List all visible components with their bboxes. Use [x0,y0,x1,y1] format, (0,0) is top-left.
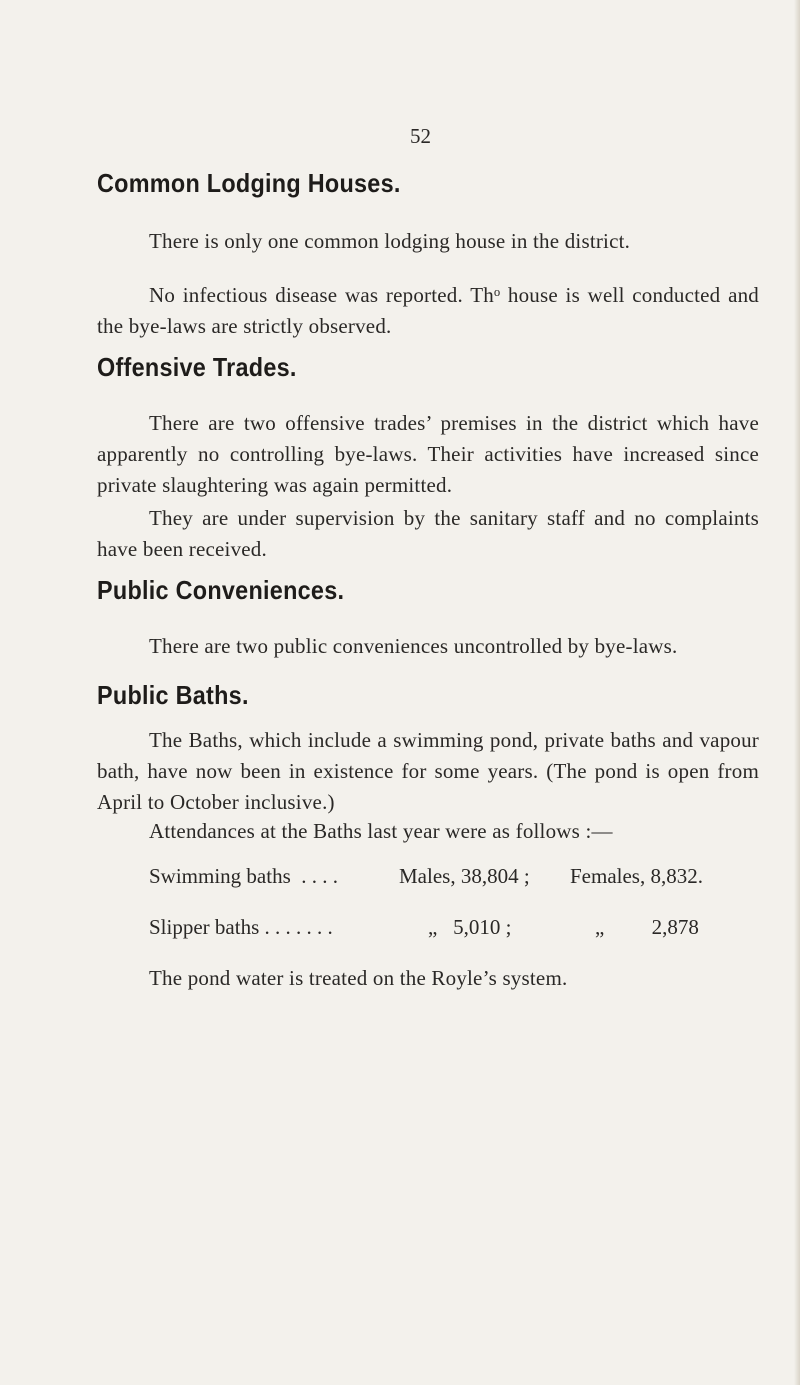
heading-public-baths: Public Baths. [97,680,249,710]
baths-paragraph-1: The Baths, which include a swimming pond, private baths and vapour bath, have now been in existence for some years. (The pond is open from April to October inclusive.) [97,728,759,814]
page-number: 52 [410,124,431,148]
baths-paragraph-3: The pond water is treated on the Royle’s system. [149,966,568,990]
heading-common-lodging-houses: Common Lodging Houses. [97,168,401,198]
row-males: „ 5,010 ; [428,915,512,939]
heading-public-conveniences: Public Conveniences. [97,575,345,605]
baths-paragraph-2: Attendances at the Baths last year were as follows :— [149,819,613,843]
row-males: Males, 38,804 ; [399,864,530,888]
row-females: Females, 8,832. [570,864,703,888]
conveniences-paragraph-1: There are two public conveniences uncontrolled by bye-laws. [149,634,678,658]
page-edge-shadow [794,0,800,1385]
lodging-paragraph-2: No infectious disease was reported. Thᵒ house is well conducted and the bye-laws are strictly observed. [97,283,759,338]
offensive-paragraph-1: There are two offensive trades’ premises in the district which have apparently no controlling bye-laws. Their activities have increased since private slaughtering was again permitted. [97,411,759,497]
row-label: Swimming baths . . . . [149,864,339,888]
row-females: „ 2,878 [595,915,699,939]
lodging-paragraph-1: There is only one common lodging house in the district. [149,229,631,253]
row-label: Slipper baths . . . . . . . [149,915,333,939]
offensive-paragraph-2: They are under supervision by the sanitary staff and no complaints have been received. [97,506,759,561]
heading-offensive-trades: Offensive Trades. [97,352,297,382]
